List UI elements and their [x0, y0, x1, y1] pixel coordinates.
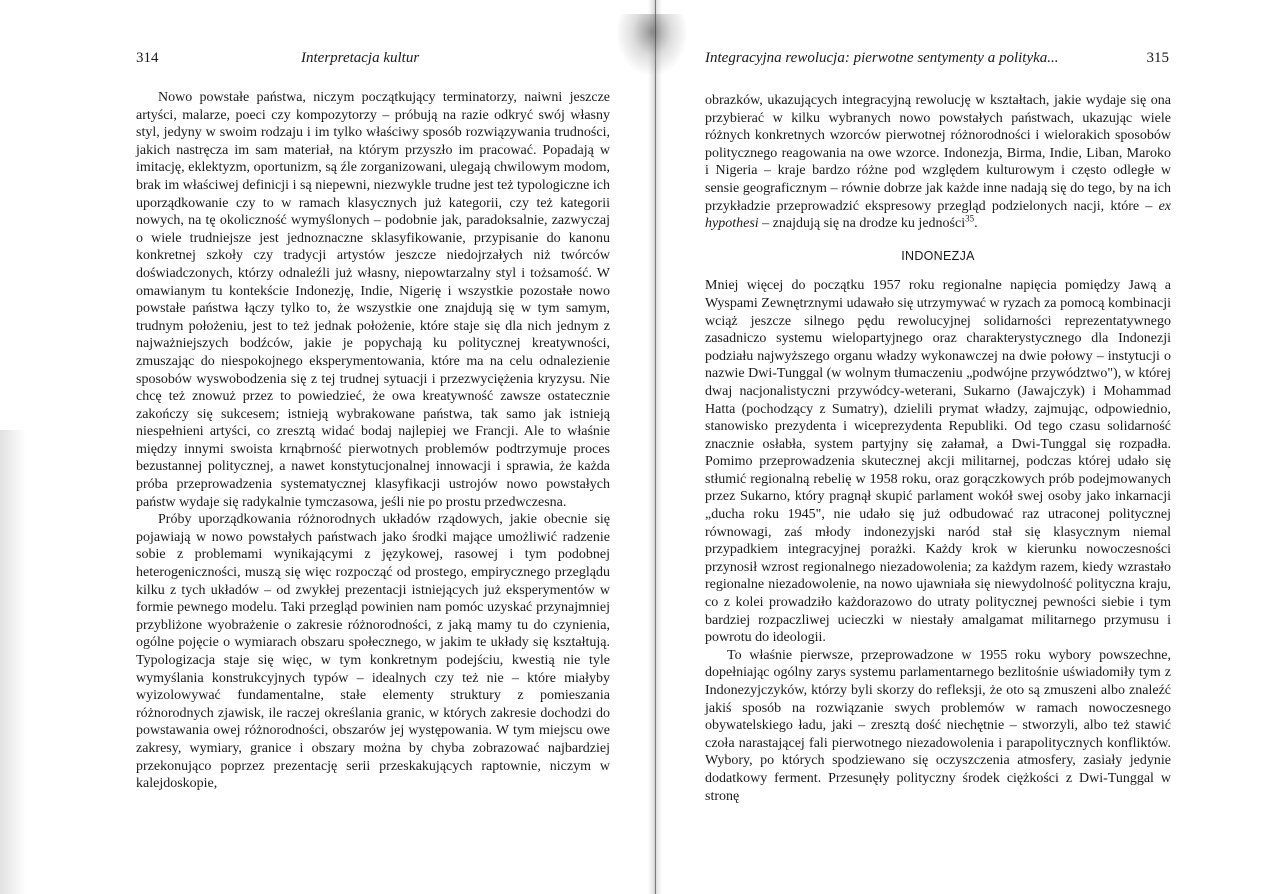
page-number: 315 [1146, 50, 1169, 66]
page-number: 314 [136, 50, 159, 66]
continuation-end: . [974, 216, 978, 232]
latin-phrase: ex hypothesi [705, 198, 1172, 232]
footnote-reference: 35 [965, 213, 975, 224]
right-page [705, 50, 1171, 805]
paragraph: Nowo powstałe państwa, niczym początkujący terminatorzy, naiwni jeszcze artyści, malarze, poeci czy kompozytorzy – próbują na razie odkryć swój własny styl, jedyny w swoim rodzaju i im tylko właściwy sposób rozwiązywania trudności, jakich nastręcza im sam materiał, na którym przyszło im pracować. Popadają w imitację, eklektyzm, oportunizm, są źle zorganizowani, ulegają chwilowym modom, brak im właściwej definicji i są niepewni, niezwykle trudne jest też typologiczne ich uporządkowanie czy to w ramach klasycznych już kategorii, czy też kategorii nowych, na tę okoliczność wymyślonych – podobnie jak, paradoksalnie, zazwyczaj o wiele trudniejsze jest jednoznaczne sklasyfikowanie, przypisanie do kanonu konkretnej szkoły czy tradycji artystów jeszcze niedojrzałych niż twórców doświadczonych, którzy odnaleźli już własny, niepowtarzalny styl i tożsamość. W omawianym tu kontekście Indonezję, Indie, Nigerię i wszystkie pozostałe nowo powstałe państwa łączy tylko to, że wszystkie one znajdują się w tym samym, trudnym położeniu, jest to też jednak położenie, które staje się dla nich jednym z najważniejszych bodźców, jakie je popychają ku politycznej kreatywności, zmuszając do niespokojnego eksperymentowania, które ma na celu odnalezienie sposobów wyswobodzenia się z tej trudnej sytuacji i przezwyciężenia kryzysu. Nie chcę też znowuż przez to powiedzieć, że owa kreatywność zawsze ostatecznie zakończy się sukcesem; istnieją wybrakowane państwa, tak samo jak istnieją niespełnieni artyści, co zresztą widać bodaj najlepiej we Francji. Ale to właśnie między innymi swoista krnąbrność pierwotnych problemów podtrzymuje proces bezustannej politycznej, a nawet konstytucjonalnej innowacji i sprawia, że każda próba przeprowadzenia systematycznej klasyfikacji ustrojów nowo powstałych państw wydaje się radykalnie tymczasowa, jeśli nie po prostu przedwczesna. [136, 90, 610, 510]
left-page [136, 50, 610, 793]
section-title: INDONEZJA [901, 248, 975, 263]
left-page-header [136, 50, 610, 72]
running-head: Integracyjna rewolucja: pierwotne sentymenty a polityka... [705, 50, 1059, 66]
paragraph: Mniej więcej do początku 1957 roku regionalne napięcia pomiędzy Jawą a Wyspami Zewnętrznymi udawało się utrzymywać w ryzach za pomocą kombinacji wciąż jeszcze silnego pędu rewolucyjnej solidarności reprezentatywnego zasadniczo systemu wielopartyjnego oraz charakterystycznego dla Indonezji podziału najwyższego organu władzy wykonawczej na dwie połowy – instytucji o nazwie Dwi-Tunggal (w wolnym tłumaczeniu „podwójne przywództwo"), w której dwaj nacjonalistyczni przywódcy-weterani, Sukarno (Jawajczyk) i Mohammad Hatta (pochodzący z Sumatry), dzielili prymat władzy, zajmując, odpowiednio, stanowisko prezydenta i wiceprezydenta Republiki. Od tego czasu solidarność znacznie osłabła, system partyjny się załamał, a Dwi-Tunggal się rozpadła. Pomimo przeprowadzenia skutecznej akcji militarnej, podczas której udało się stłumić regionalną rebelię w 1958 roku, oraz gorączkowych prób podejmowanych przez Sukarno, który pragnął skupić parlament wokół swej osoby jako inkarnacji „ducha roku 1945", nie udało się już odbudować raz utraconej politycznej równowagi, zaś młody indonezyjski naród stał się klasycznym niemal przypadkiem integracyjnej porażki. Każdy krok w kierunku nowoczesności przynosił wzrost regionalnego niezadowolenia; za każdym razem, kiedy wzrastało regionalne niezadowolenie, na nowo ujawniała się niewydolność polityczna kraju, co z kolei prowadziło każdorazowo do utraty politycznej pewności siebie i tym bardziej rozpaczliwej ucieczki w niestały amalgamat militarnego przymusu i powrotu do ideologii. [705, 278, 1171, 646]
continuation-text: obrazków, ukazujących integracyjną rewolucję w kształtach, jakie wydaje się ona przybierać w kilku wybranych nowo powstałych państwach, ukazując wiele różnych konkretnych wzorców pierwotnej różnorodności i wielorakich sposobów politycznego reagowania na owe wzorce. Indonezja, Birma, Indie, Liban, Maroko i Nigeria – kraje bardzo różne pod względem kulturowym i często odległe w sensie geograficznym – równie dobrze jak każde inne nadają się do tego, by na ich przykładzie przeprowadzić ekspresowy przegląd podzielonych nacji, które – [705, 93, 1171, 214]
paragraph: Próby uporządkowania różnorodnych układów rządowych, jakie obecnie się pojawiają w nowo powstałych państwach jako środki mające umożliwić radzenie sobie z problemami wynikającymi z językowej, rasowej i tym podobnej heterogeniczności, muszą się więc rozpocząć od prostego, empirycznego przeglądu kilku z tych układów – od zwykłej prezentacji istniejących już eksperymentów w formie pewnego modelu. Taki przegląd powinien nam pomóc uzyskać przynajmniej przybliżone wyobrażenie o zakresie różnorodności, z jaką mamy tu do czynienia, ogólne pojęcie o wymiarach obszaru społecznego, w jakim te układy się kształtują. Typologizacja staje się więc, w tym konkretnym podejściu, kwestią nie tyle wymyślania konstrukcyjnych typów – idealnych czy też nie – które miałyby wyizolowywać fundamentalne, stałe elementy struktury z pomieszania różnorodnych zjawisk, ile raczej określania granic, w których zakresie dochodzi do powstawania owej różnorodności, obszarów jej występowania. W tym miejscu owe zakresy, wymiary, granice i obszary można by chyba zobrazować najbardziej przekonująco poprzez prezentację serii przeskakujących raptownie, niczym w kalejdoskopie, [136, 512, 610, 792]
left-page-body [136, 89, 610, 793]
right-page-header [705, 50, 1171, 72]
scan-smudge [618, 14, 686, 74]
page-edge-shadow [0, 430, 26, 894]
paragraph: To właśnie pierwsze, przeprowadzone w 1955 roku wybory powszechne, dopełniając ogólny zarys systemu parlamentarnego bezlitośnie uświadomiły tym z Indonezyjczyków, którzy byli skorzy do refleksji, że oto są zmuszeni albo znaleźć jakiś sposób na rozwiązanie swych problemów w ramach nowoczesnego obywatelskiego ładu, jaki – zresztą dość niechętnie – stworzyli, albo też stawić czoła narastającej fali pierwotnego niezadowolenia i parapolitycznych konfliktów. Wybory, po których spodziewano się oczyszczenia atmosfery, zasiały jedynie dodatkowy ferment. Przesunęły polityczny środek ciężkości z Dwi-Tunggal w stronę [705, 647, 1171, 804]
right-page-body [705, 92, 1171, 805]
continuation-text: – znajdują się na drodze ku jedności [762, 216, 966, 232]
running-head: Interpretacja kultur [301, 50, 420, 66]
gutter-fold-line [655, 0, 656, 894]
continuation-paragraph [705, 92, 1171, 233]
